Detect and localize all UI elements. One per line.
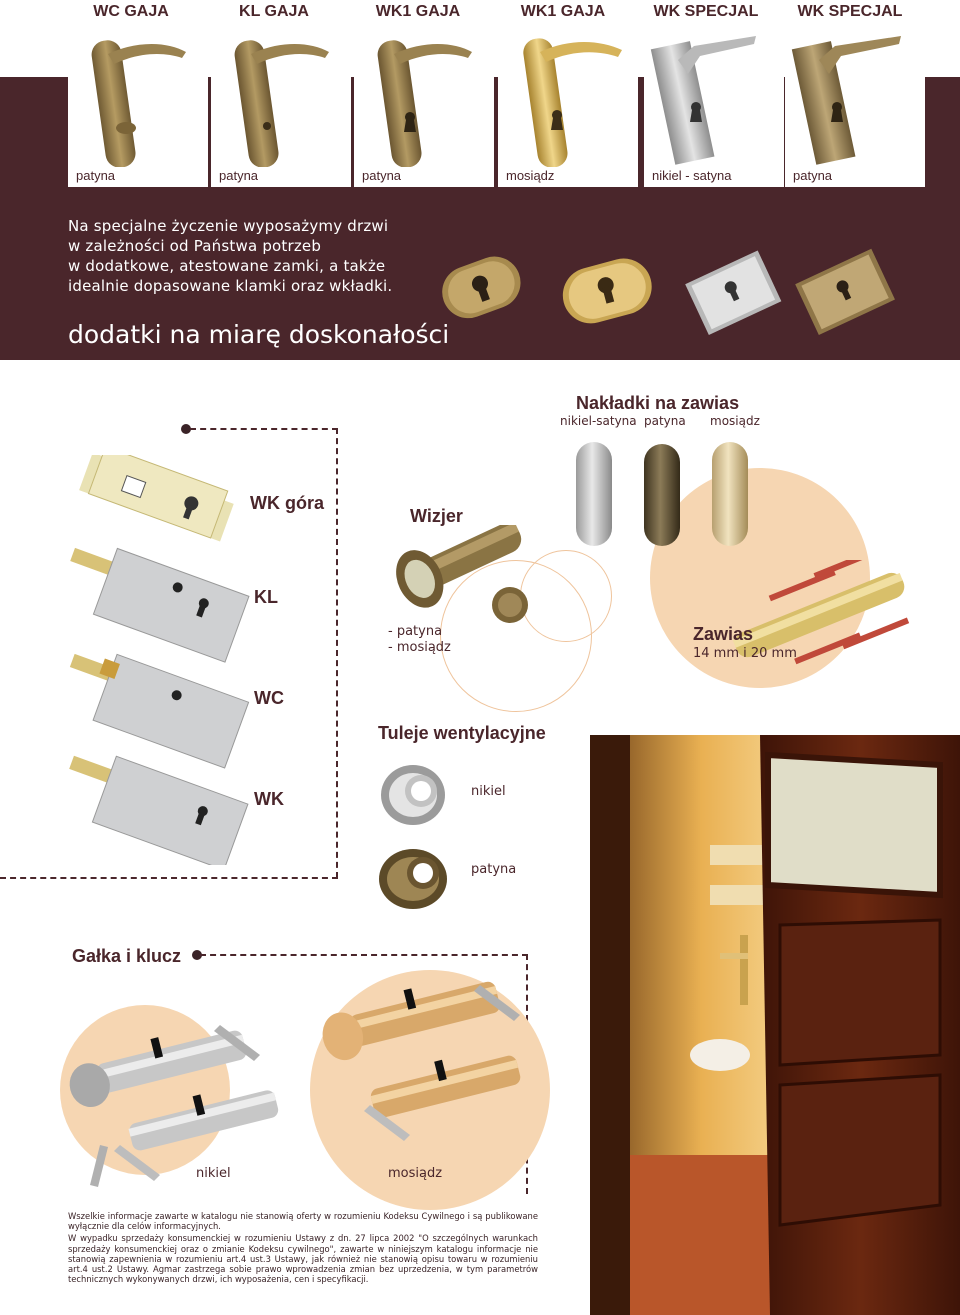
hinge-cover-finish: nikiel-satyna bbox=[560, 414, 637, 428]
disclaimer-paragraph: W wypadku sprzedaży konsumenckiej w rozumieniu Ustawy z dn. 27 lipca 2002 "O szczególnych warunkach sprzedaży konsumenckiej oraz o zmianie Kodeksu cywilnego", zawarte w niniejszym katalogu informacje nie stanowią zapewnienia w rozumieniu art.4 ust.3 Ustawy, jak również nie stanowią opisu towaru w rozumieniu art.4 ust.2 Ustawy. Agmar zastrzega sobie prawo wprowadzenia zmian bez uprzedzenia, w tym parametrów technicznych wykonywanych drzwi, ich wyposażenia, cen i specyfikacji. bbox=[68, 1233, 538, 1285]
hinge-cover-finish: patyna bbox=[644, 414, 686, 428]
cylinders-title: Gałka i klucz bbox=[72, 946, 182, 966]
door-photo bbox=[590, 735, 960, 1315]
door-handle-image bbox=[785, 30, 925, 167]
handle-title-1: WC GAJA bbox=[93, 3, 169, 20]
lock-label: WK góra bbox=[250, 493, 324, 513]
handle-title-5: WK SPECJAL bbox=[653, 3, 759, 20]
vent-finish: patyna bbox=[471, 862, 517, 877]
door-handle-image bbox=[211, 30, 351, 167]
peephole-title: Wizjer bbox=[410, 506, 463, 526]
intro-line: idealnie dopasowane klamki oraz wkładki. bbox=[68, 277, 393, 295]
finish-label: patyna bbox=[76, 168, 116, 183]
cylinder-finish: nikiel bbox=[196, 1166, 231, 1181]
disclaimer-paragraph: Wszelkie informacje zawarte w katalogu nie stanowią oferty w rozumieniu Kodeksu Cywilnego i są publikowane wyłącznie dla celów informacyjnych. bbox=[68, 1211, 538, 1232]
door-handle-image bbox=[644, 30, 784, 167]
handle-title-6: WK SPECJAL bbox=[797, 3, 903, 20]
intro-line: Na specjalne życzenie wyposażymy drzwi bbox=[68, 217, 389, 235]
hinge-cover-finish: mosiądz bbox=[710, 414, 760, 428]
connector-line bbox=[190, 428, 338, 430]
peephole-finish: - mosiądz bbox=[388, 640, 451, 655]
intro-text bbox=[68, 216, 398, 296]
vent-finish: nikiel bbox=[471, 784, 506, 799]
lock-label: WK bbox=[254, 789, 284, 809]
connector-line bbox=[200, 954, 528, 956]
vents-title: Tuleje wentylacyjne bbox=[378, 723, 546, 743]
connector-line bbox=[336, 428, 338, 878]
hinge-covers-image bbox=[570, 440, 760, 550]
finish-label: patyna bbox=[793, 168, 833, 183]
cylinder-finish: mosiądz bbox=[388, 1166, 443, 1181]
door-handle-image bbox=[68, 30, 208, 167]
hinge-covers-title: Nakładki na zawias bbox=[576, 393, 740, 413]
lock-label: WC bbox=[254, 688, 284, 708]
brass-cylinders-image bbox=[310, 965, 540, 1155]
handle-title-3: WK1 GAJA bbox=[375, 3, 461, 20]
finish-label: patyna bbox=[362, 168, 402, 183]
handle-card-5 bbox=[644, 30, 784, 187]
hinge-sizes: 14 mm i 20 mm bbox=[693, 646, 797, 661]
handle-card-1 bbox=[68, 30, 208, 187]
handle-title-2: KL GAJA bbox=[239, 3, 309, 20]
finish-label: mosiądz bbox=[506, 168, 555, 183]
intro-line: w zależności od Państwa potrzeb bbox=[68, 237, 322, 255]
connector-line bbox=[0, 877, 338, 879]
escutcheons-image bbox=[432, 245, 912, 340]
nickel-cylinders-image bbox=[60, 1005, 300, 1195]
vent-sleeves-image bbox=[375, 755, 465, 915]
door-handle-image bbox=[498, 30, 638, 167]
hinge-title: Zawias bbox=[693, 624, 754, 644]
peephole-image bbox=[380, 525, 550, 635]
door-handle-image bbox=[354, 30, 494, 167]
motto-heading: dodatki na miarę doskonałości bbox=[68, 320, 450, 349]
peephole-finish: - patyna bbox=[388, 624, 443, 639]
handle-card-6 bbox=[785, 30, 925, 187]
finish-label: nikiel - satyna bbox=[652, 168, 732, 183]
handle-card-4 bbox=[498, 30, 638, 187]
lock-label: KL bbox=[254, 587, 278, 607]
legal-disclaimer bbox=[68, 1211, 538, 1286]
intro-line: w dodatkowe, atestowane zamki, a także bbox=[68, 257, 386, 275]
finish-label: patyna bbox=[219, 168, 259, 183]
handle-card-3 bbox=[354, 30, 494, 187]
handle-title-4: WK1 GAJA bbox=[520, 3, 606, 20]
mortise-locks-image bbox=[50, 455, 250, 865]
handle-card-2 bbox=[211, 30, 351, 187]
